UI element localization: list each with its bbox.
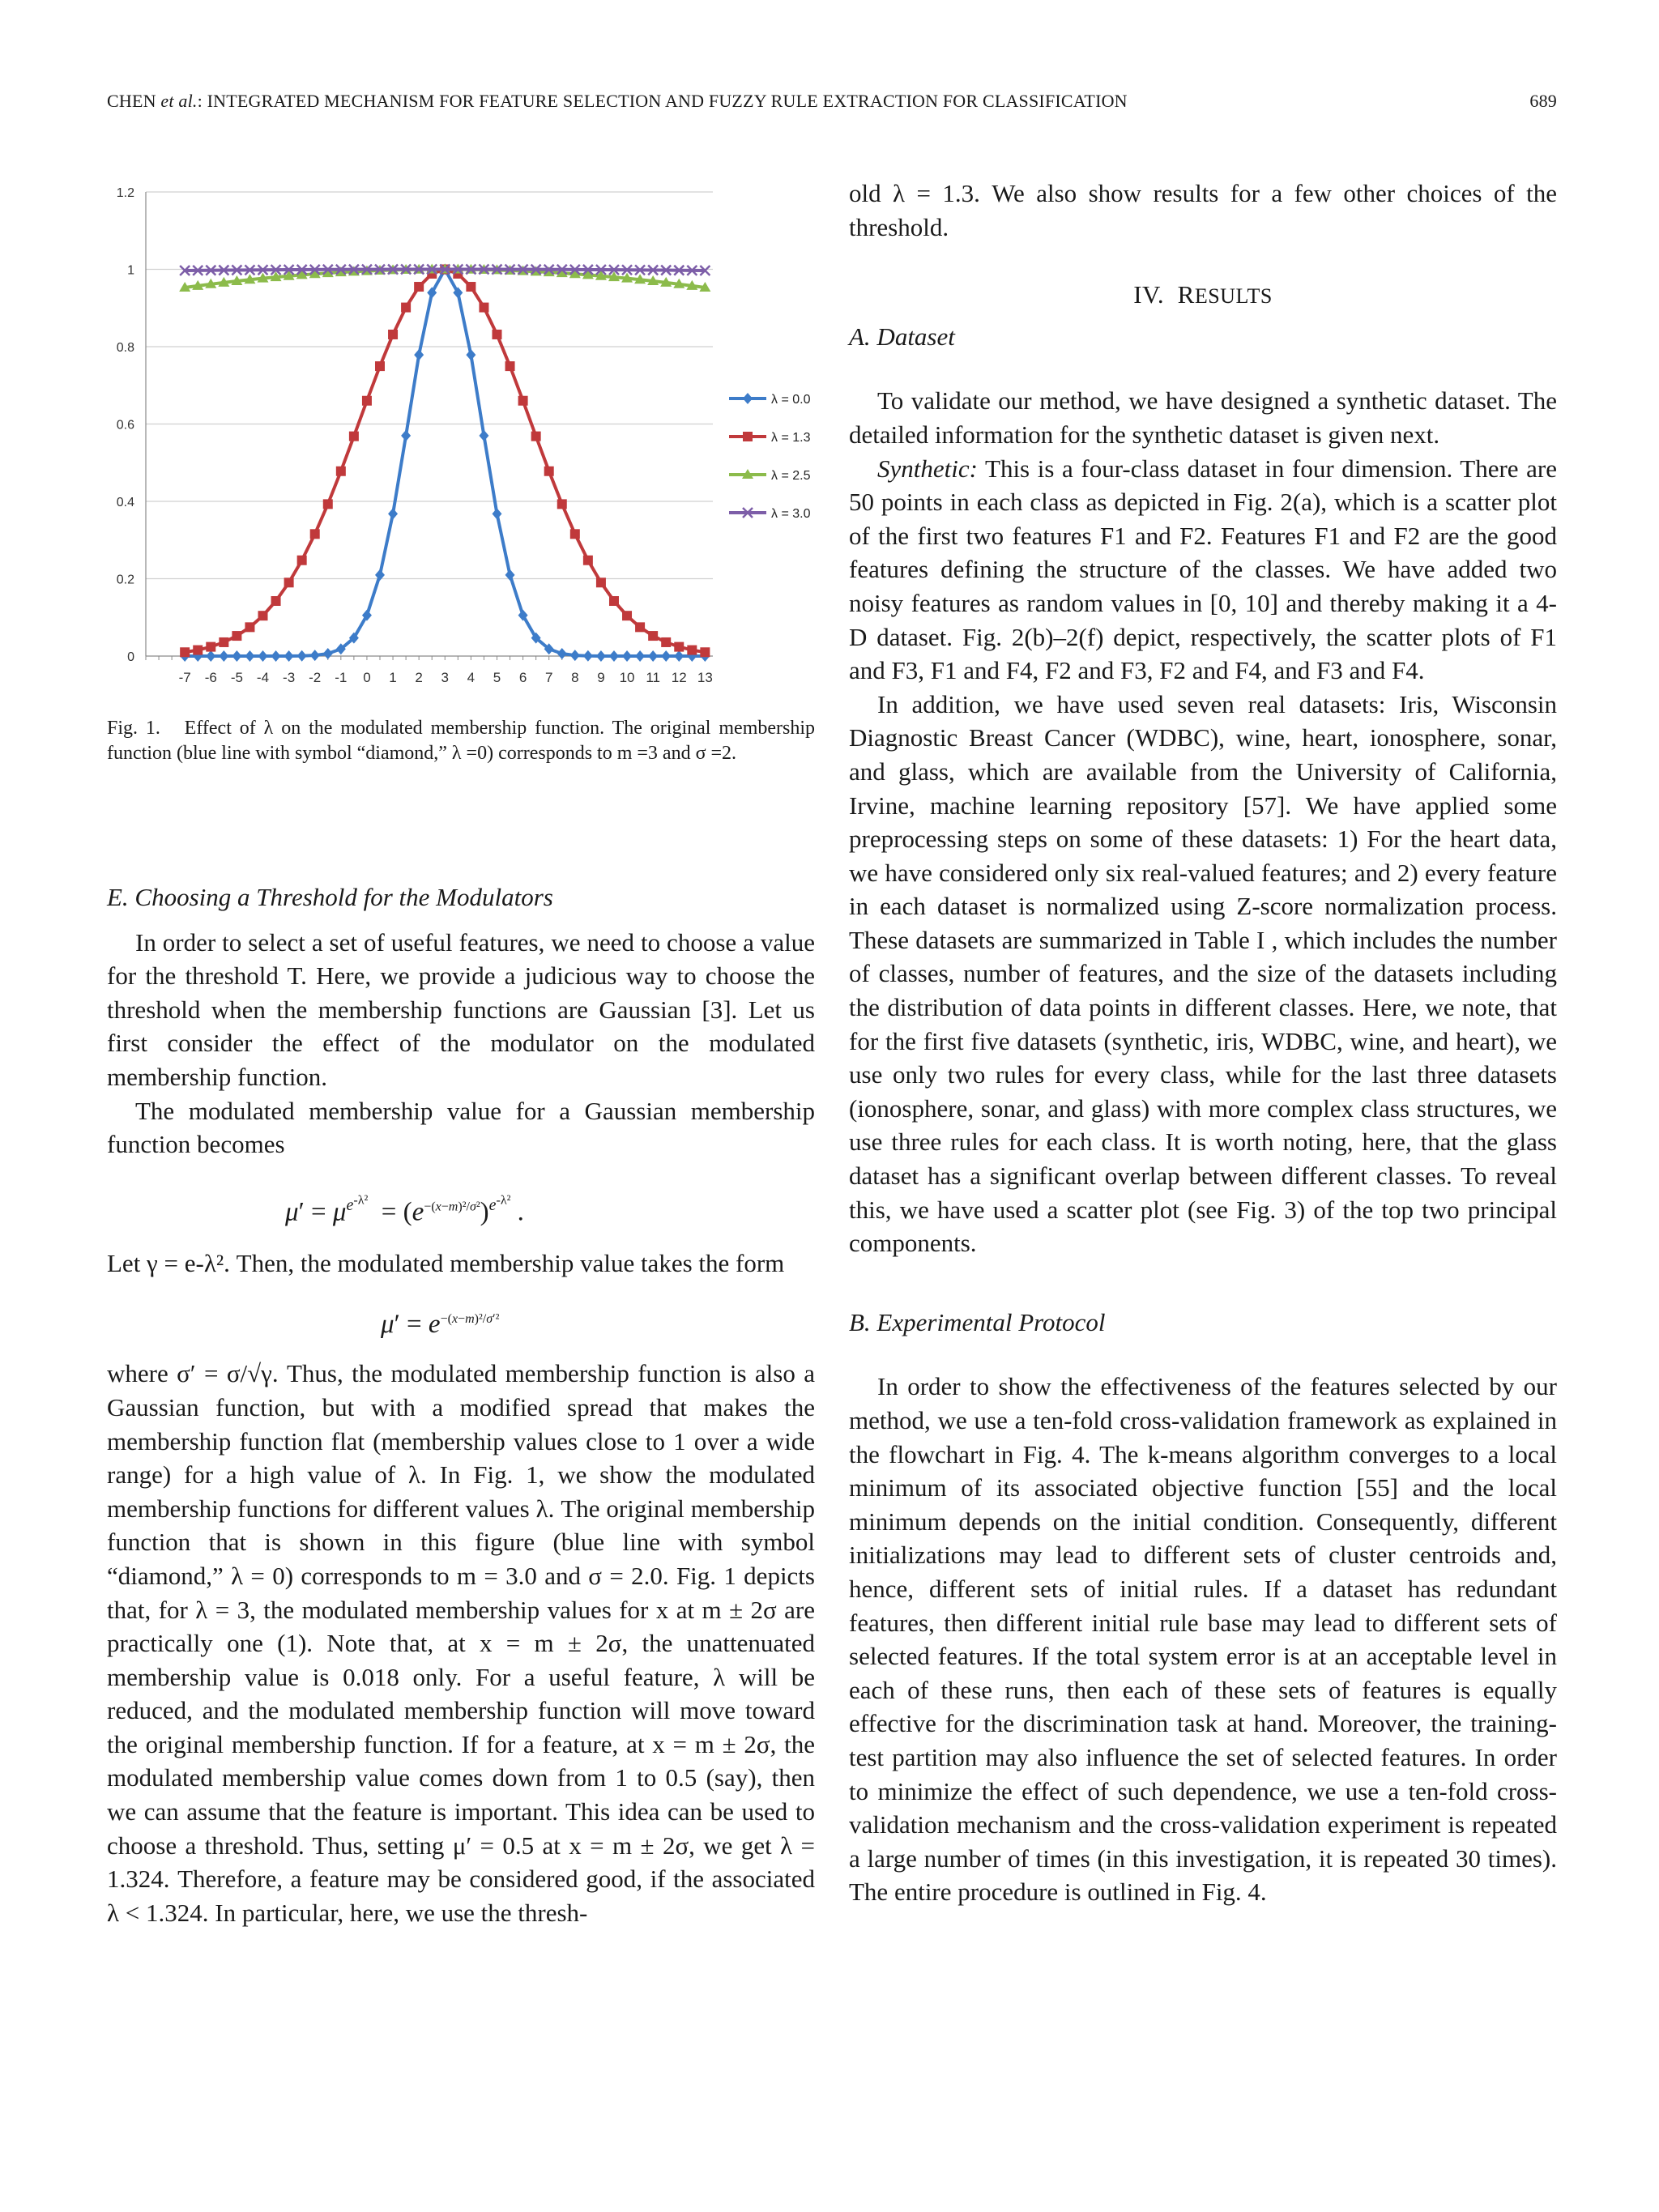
data-point: [219, 637, 228, 647]
data-point: [388, 330, 398, 339]
legend-label: λ = 2.5: [771, 469, 811, 483]
x-tick-label: 12: [671, 670, 687, 685]
series-0: [180, 264, 710, 663]
data-point: [609, 596, 619, 606]
section-iv-heading: IV. RESULTS: [1133, 280, 1273, 309]
x-tick-label: -6: [204, 670, 217, 685]
data-point: [466, 282, 476, 292]
legend-entry: [729, 431, 811, 445]
data-point: [258, 650, 267, 662]
legend-entry: [729, 507, 811, 521]
paragraph-threshold-cont: old λ = 1.3. We also show results for a few other choices of the threshold.: [849, 179, 1557, 241]
data-point: [518, 396, 528, 406]
data-point: [596, 578, 606, 587]
x-tick-label: 4: [467, 670, 476, 685]
data-point: [401, 430, 411, 441]
paragraph-synthetic: Synthetic: This is a four-class dataset in four dimension. There are 50 points in each class as depicted in Fig. 2(a), which is a scatter plot of the first two features F1 and F2. Features F1 and F2 are the good features defining the structure of the classes. We have added two noisy features as random values in [0, 10] and thereby making it a 4-D dataset. Fig. 2(b)–2(f) depict, respectively, the scatter plots of F1 and F3, F1 and F4, F2 and F3, F2 and F4, and F3 and F4.: [849, 454, 1557, 685]
data-point: [388, 508, 398, 519]
series-line: [185, 270, 705, 657]
running-title: CHEN et al.: INTEGRATED MECHANISM FOR FEATURE SELECTION AND FUZZY RULE EXTRACTION FOR CLASSIFICATION: [107, 91, 1128, 111]
data-point: [609, 650, 619, 662]
data-point: [232, 631, 241, 641]
data-point: [557, 499, 567, 509]
x-tick-label: 8: [571, 670, 579, 685]
data-point: [583, 650, 593, 662]
data-point: [245, 622, 254, 632]
legend-entry: [729, 469, 811, 483]
data-point: [557, 648, 567, 659]
data-point: [206, 642, 215, 652]
subsection-a-heading: A. Dataset: [849, 322, 955, 351]
left-column-text: [107, 880, 815, 1929]
subsection-b-heading: B. Experimental Protocol: [849, 1307, 1106, 1336]
data-point: [466, 349, 476, 360]
x-tick-label: 13: [697, 670, 713, 685]
data-point: [284, 650, 294, 662]
data-point: [271, 650, 281, 662]
data-point: [492, 508, 501, 519]
data-point: [635, 622, 645, 632]
data-point: [635, 650, 645, 662]
data-point: [180, 647, 190, 657]
figure-1-chart: [107, 180, 820, 698]
y-tick-label: 0.4: [116, 496, 134, 509]
data-point: [297, 650, 307, 662]
right-column-text: [849, 177, 1557, 1909]
legend-marker: [743, 393, 753, 404]
x-tick-label: 11: [646, 670, 660, 685]
x-tick-label: 3: [441, 670, 450, 685]
data-point: [622, 611, 632, 620]
series-line: [185, 270, 705, 653]
data-point: [336, 467, 346, 476]
paragraph-protocol: In order to show the effectiveness of the features selected by our method, we use a ten-fold cross-validation framework as explained in the flowchart in Fig. 4. The k-means algorithm converges to a local minimum of its associated objective function [55] and the local minimum depends on the initial condition. Consequently, different initializations may lead to different sets of cluster centroids and, hence, different sets of initial rules. If a dataset has redundant features, then different initial rule base may lead to different sets of selected features. If the total system error is at an acceptable level in each of these runs, then each of these sets of features is equally effective for the discrimination task at hand. Moreover, the training-test partition may also influence the set of selected features. In order to minimize the effect of such dependence, we use a ten-fold cross-validation mechanism and the cross-validation experiment is repeated a large number of times (in this investigation, it is repeated 30 times). The entire procedure is outlined in Fig. 4.: [849, 1372, 1557, 1907]
data-point: [310, 650, 320, 661]
data-point: [362, 396, 372, 406]
data-point: [661, 637, 671, 647]
data-point: [648, 631, 658, 641]
data-point: [687, 646, 697, 655]
y-tick-label: 0.8: [116, 341, 134, 355]
data-point: [414, 282, 424, 292]
data-point: [700, 647, 710, 657]
x-tick-label: -7: [178, 670, 191, 685]
data-point: [492, 330, 501, 339]
caption-label: Fig. 1.: [107, 718, 160, 739]
subsection-e-heading: E. Choosing a Threshold for the Modulators: [107, 883, 553, 911]
data-point: [674, 642, 684, 652]
x-tick-label: 5: [493, 670, 501, 685]
data-point: [232, 650, 241, 662]
x-tick-label: -2: [309, 670, 322, 685]
figure-1-caption: [107, 716, 815, 766]
data-point: [310, 529, 320, 539]
data-point: [284, 578, 294, 587]
legend-marker: [743, 432, 753, 441]
y-tick-label: 0.2: [116, 573, 134, 587]
data-point: [349, 432, 359, 441]
paragraph-dataset-intro: To validate our method, we have designed a synthetic dataset. The detailed information for the synthetic dataset is given next.: [849, 386, 1557, 449]
x-tick-label: 9: [597, 670, 605, 685]
data-point: [245, 650, 254, 662]
equation-1-formula: $\mu' = \mu^{e^{-\lambda^2}} = (e^{-(x-m)^2/\sigma^2})^{e^{-\lambda^2}}$ .: [285, 1193, 524, 1227]
data-point: [648, 650, 658, 662]
y-tick-label: 1: [127, 263, 134, 278]
series-1: [180, 265, 710, 658]
equation-2-formula: $\mu' = e^{-(x-m)^2/\sigma'^2}$: [381, 1310, 500, 1340]
paragraph-modulated-explanation: where σ′ = σ/√γ. Thus, the modulated membership function is also a Gaussian function, but with a modified spread that makes the membership function flat (membership values close to 1 over a wide range) for a high value of λ. In Fig. 1, we show the modulated membership functions for different values λ. The original membership function that is shown in this figure (blue line with symbol “diamond,” λ = 0) corresponds to m = 3.0 and σ = 2.0. Fig. 1 depicts that, for λ = 3, the modulated membership values for x at m ± 2σ are practically one (1). Note that, at x = m ± 2σ, the unattenuated membership value is 0.018 only. For a useful feature, λ will be reduced, and the modulated membership function will move toward the original membership function. If for a feature, at x = m ± 2σ, the modulated membership value comes down from 1 to 0.5 (say), then we can assume that the feature is important. This idea can be used to choose a threshold. Thus, setting μ′ = 0.5 at x = m ± 2σ, we get λ = 1.324. Therefore, a feature may be considered good, if the associated λ < 1.324. In particular, here, we use the thresh-: [107, 1359, 815, 1927]
data-point: [258, 611, 267, 620]
x-tick-label: -3: [283, 670, 296, 685]
data-point: [193, 646, 203, 655]
data-point: [674, 650, 684, 662]
data-point: [622, 650, 632, 662]
y-tick-label: 1.2: [116, 186, 134, 200]
data-point: [271, 596, 281, 606]
equation-1: [107, 1161, 815, 1247]
caption-text: Effect of λ on the modulated membership function. The original membership function (blue line with symbol “diamond,” λ =0) corresponds to m =3 and σ =2.: [107, 718, 816, 764]
legend-entry: [729, 393, 811, 407]
legend-label: λ = 1.3: [771, 431, 811, 445]
x-tick-label: -5: [230, 670, 243, 685]
running-header: [107, 91, 1557, 112]
x-tick-label: 10: [619, 670, 635, 685]
x-tick-label: 7: [544, 670, 553, 685]
data-point: [544, 467, 554, 476]
legend-label: λ = 0.0: [771, 393, 811, 407]
equation-2: [107, 1280, 815, 1357]
paragraph-gaussian-intro: The modulated membership value for a Gaussian membership function becomes: [107, 1096, 815, 1159]
data-point: [479, 430, 488, 441]
data-point: [570, 650, 580, 661]
data-point: [531, 432, 541, 441]
paragraph-gamma-def: Let γ = e-λ². Then, the modulated membership value takes the form: [107, 1248, 785, 1277]
data-point: [570, 529, 580, 539]
x-tick-label: 1: [389, 670, 397, 685]
data-point: [375, 361, 385, 371]
x-tick-label: 6: [518, 670, 527, 685]
paragraph-real-datasets: In addition, we have used seven real datasets: Iris, Wisconsin Diagnostic Breast Cancer (WDBC), wine, heart, ionosphere, sonar, and glass, which are available from the University of California, Irvine, machine learning repository [57]. We have applied some preprocessing steps on some of these datasets: 1) For the heart data, we have considered only six real-valued features; and 2) every feature in each dataset is normalized using Z-score normalization process. These datasets are summarized in Table I , which includes the number of classes, number of features, and the size of the datasets including the distribution of data points in different classes. Here, we note, that for the first five datasets (synthetic, iris, WDBC, wine, and heart), we use only two rules for every class, while for the last three datasets (ionosphere, sonar, and glass) with more complex class structures, we use three rules for each class. It is worth noting, here, that the glass dataset has a significant overlap between different classes. To reveal this, we have used a scatter plot (see Fig. 3) of the top two principal components.: [849, 689, 1557, 1258]
legend-label: λ = 3.0: [771, 507, 811, 521]
data-point: [297, 556, 307, 565]
y-tick-label: 0.6: [116, 418, 134, 433]
page-number: 689: [1529, 91, 1557, 111]
x-tick-label: -4: [256, 670, 270, 685]
data-point: [596, 650, 606, 662]
data-point: [661, 650, 671, 662]
data-point: [401, 303, 411, 313]
data-point: [323, 499, 333, 509]
x-tick-label: -1: [335, 670, 348, 685]
y-tick-label: 0: [127, 650, 134, 664]
x-tick-label: 2: [415, 670, 423, 685]
x-tick-label: 0: [363, 670, 371, 685]
data-point: [479, 303, 488, 313]
paragraph-threshold-intro: In order to select a set of useful features, we need to choose a value for the threshold T. Here, we provide a judicious way to choose the threshold when the membership functions are Gaussian [3]. Let us first consider the effect of the modulator on the modulated membership function.: [107, 927, 815, 1091]
data-point: [505, 361, 515, 371]
data-point: [323, 648, 333, 659]
data-point: [206, 650, 215, 662]
data-point: [583, 556, 593, 565]
data-point: [219, 650, 228, 662]
data-point: [414, 349, 424, 360]
